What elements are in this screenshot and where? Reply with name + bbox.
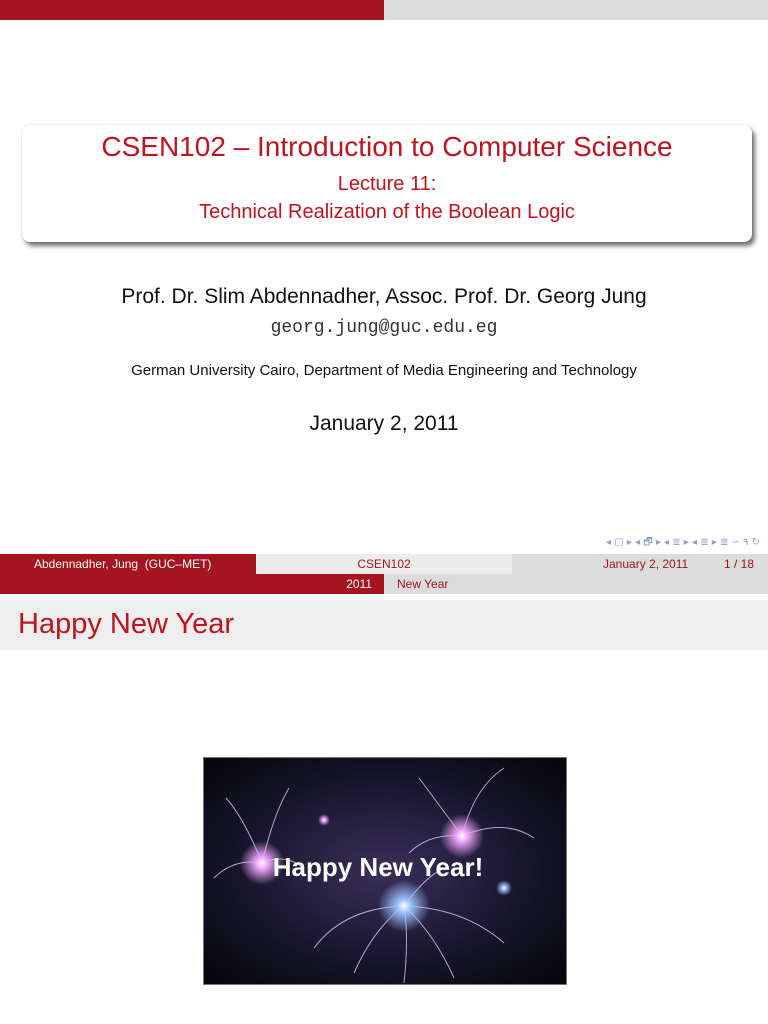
authors: Prof. Dr. Slim Abdennadher, Assoc. Prof. Dr. Georg Jung: [121, 285, 647, 308]
footer-bar: [0, 554, 768, 574]
subsection-box[interactable]: [384, 574, 768, 594]
footer-author: Abdennadher, Jung (GUC–MET): [34, 557, 212, 571]
progress-bar: [0, 0, 768, 20]
fireworks-image: [203, 757, 567, 985]
navigation-icons[interactable]: ◂ ▢ ▸ ◂ 🗗 ▸ ◂ ≣ ▸ ◂ ≣ ▸ ≣ ∽ ۹ ↻: [606, 537, 760, 548]
section-navigation-bar: [0, 574, 768, 594]
fireworks-graphic: [204, 758, 566, 984]
title-box: [22, 125, 752, 242]
frame-title-bar: [0, 600, 768, 650]
affiliation: German University Cairo, Department of Media Engineering and Technology: [131, 362, 637, 379]
progress-fill: [0, 0, 384, 20]
lecture-number: Lecture 11:: [337, 173, 437, 195]
lecture-topic: Technical Realization of the Boolean Logic: [199, 201, 575, 223]
subsection-label[interactable]: New Year: [397, 577, 449, 591]
frame-title: Happy New Year: [18, 608, 235, 640]
presentation-date: January 2, 2011: [309, 412, 459, 435]
footer-date: January 2, 2011: [603, 557, 689, 571]
footer-date-box: [512, 554, 768, 574]
section-box[interactable]: [0, 574, 384, 594]
footer-author-box: [0, 554, 256, 574]
page-number: 1 / 18: [723, 557, 754, 571]
image-caption: Happy New Year!: [272, 852, 484, 882]
presentation-title: CSEN102 – Introduction to Computer Science: [101, 131, 673, 162]
section-label[interactable]: 2011: [346, 577, 372, 591]
author-email[interactable]: georg.jung@guc.edu.eg: [270, 318, 498, 338]
footer-title-box: [256, 554, 512, 574]
footer-short-title: CSEN102: [357, 557, 411, 571]
